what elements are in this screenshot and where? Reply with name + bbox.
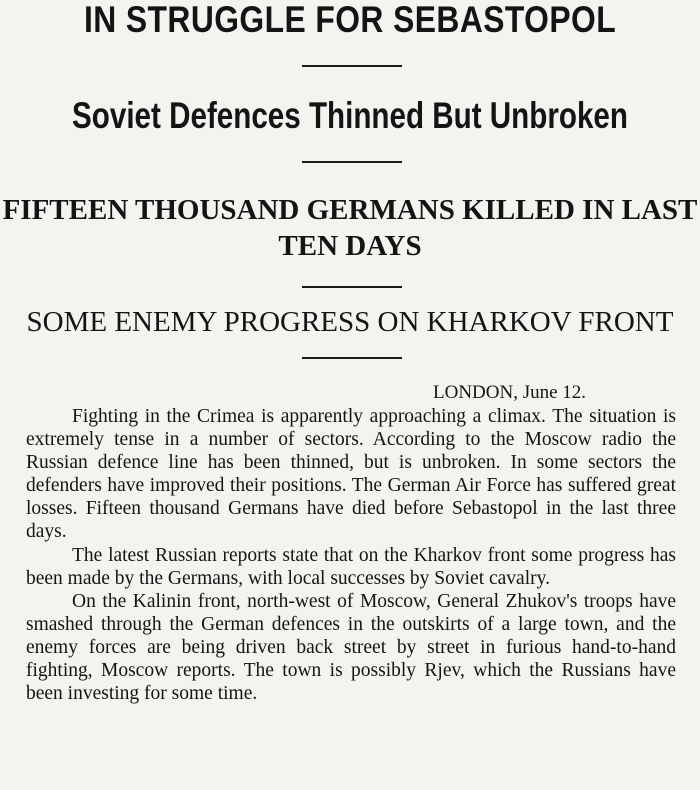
article-paragraph: On the Kalinin front, north-west of Moscow, General Zhukov's troops have smashed through the German defences in the outskirts of a large town, and the enemy forces are being driven back street by street in furious hand-to-hand fighting, Moscow reports. The town is possibly Rjev, which the Russians have been investing for some time.: [26, 590, 676, 705]
headline-divider: [302, 161, 402, 163]
deck-headline-line-1: FIFTEEN THOUSAND GERMANS KILLED IN LAST: [2, 194, 698, 226]
article-paragraph: Fighting in the Crimea is apparently approaching a climax. The situation is extremely tense in a number of sectors. According to the Moscow radio the Russian defence line has been thinned, but is unbroken. In some sectors the defenders have improved their positions. The German Air Force has suffered great losses. Fifteen thousand Germans have died before Sebastopol in the last three days.: [26, 406, 676, 543]
main-headline: IN STRUGGLE FOR SEBASTOPOL: [83, 0, 617, 40]
article-body: [26, 405, 676, 705]
secondary-deck-headline: SOME ENEMY PROGRESS ON KHARKOV FRONT: [26, 306, 674, 338]
article-paragraph: The latest Russian reports state that on the Kharkov front some progress has been made by the Germans, with local successes by Soviet cavalry.: [26, 544, 676, 589]
dateline: LONDON, June 12.: [433, 382, 587, 403]
deck-headline-line-2: TEN DAYS: [278, 230, 422, 262]
headline-divider: [302, 286, 402, 288]
sub-headline: Soviet Defences Thinned But Unbroken: [72, 95, 628, 136]
headline-divider: [302, 65, 402, 67]
headline-divider: [302, 357, 402, 359]
deck-headline: [0, 192, 700, 264]
